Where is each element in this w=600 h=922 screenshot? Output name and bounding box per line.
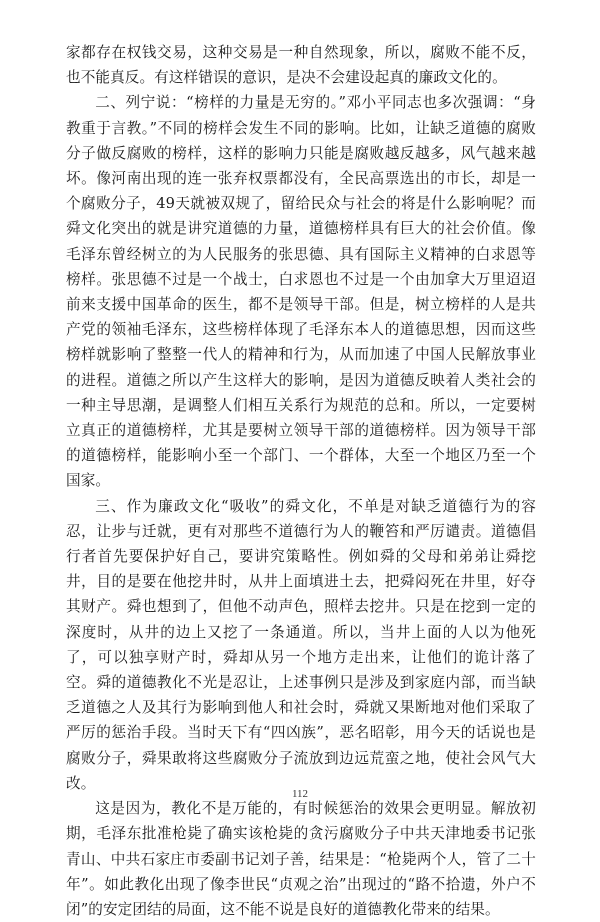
- paragraph-4: 这是因为，教化不是万能的，有时候惩治的效果会更明显。解放初期，毛泽东批准枪毙了确实该枪毙的贪污腐败分子中共天津地委书记张青山、中共石家庄市委副书记刘子善，结果是：“枪毙两个人，管了二十年”。如此教化出现了像李世民“贞观之治”出现过的“路不拾遗，外户不闭”的安定团结的局面，这不能不说是良好的道德教化带来的结果。: [66, 800, 536, 918]
- page-number: 112: [291, 788, 309, 800]
- paragraph-1: 家都存在权钱交易，这种交易是一种自然现象，所以，腐败不能不反，也不能真反。有这样错误的意识，是决不会建设起真的廉政文化的。: [66, 44, 536, 87]
- paragraph-3: 三、作为廉政文化“吸收”的舜文化，不单是对缺乏道德行为的容忍，让步与迁就，更有对那些不道德行为人的鞭笞和严厉谴责。道德倡行者首先要保护好自己，要讲究策略性。例如舜的父母和弟弟让舜挖井，目的是要在他挖井时，从井上面填进土去，把舜闷死在井里，好夺其财产。舜也想到了，但他不动声色，照样去挖井。只是在挖到一定的深度时，从井的边上又挖了一条通道。所以，当井上面的人以为他死了，可以独享财产时，舜却从另一个地方走出来，让他们的诡计落了空。舜的道德教化不光是忍让，上述事例只是涉及到家庭内部，而当缺乏道德之人及其行为影响到他人和社会时，舜就又果断地对他们采取了严厉的惩治手段。当时天下有“四凶族”，恶名昭彰，用今天的话说也是腐败分子，舜果敢将这些腐败分子流放到边远荒蛮之地，使社会风气大改。: [66, 497, 536, 792]
- paragraph-2: 二、列宁说：“榜样的力量是无穷的。”邓小平同志也多次强调：“身教重于言教。”不同的榜样会发生不同的影响。比如，让缺乏道德的腐败分子做反腐败的榜样，这样的影响力只能是腐败越反越多，风气越来越坏。像河南出现的连一张弃权票都没有，全民高票选出的市长，却是一个腐败分子，49天就被双规了，留给民众与社会的将是什么影响呢？而舜文化突出的就是讲究道德的力量，道德榜样具有巨大的社会价值。像毛泽东曾经树立的为人民服务的张思德、具有国际主义精神的白求恩等榜样。张思德不过是一个战士，白求恩也不过是一个由加拿大万里迢迢前来支援中国革命的医生，都不是领导干部。但是，树立榜样的人是共产党的领袖毛泽东，这些榜样体现了毛泽东本人的道德思想，因而这些榜样就影响了整整一代人的精神和行为，从而加速了中国人民解放事业的进程。道德之所以产生这样大的影响，是因为道德反映着人类社会的一种主导思潮，是调整人们相互关系行为规范的总和。所以，一定要树立真正的道德榜样，尤其是要树立领导干部的道德榜样。因为领导干部的道德榜样，能影响小至一个部门、一个群体，大至一个地区乃至一个国家。: [66, 94, 536, 490]
